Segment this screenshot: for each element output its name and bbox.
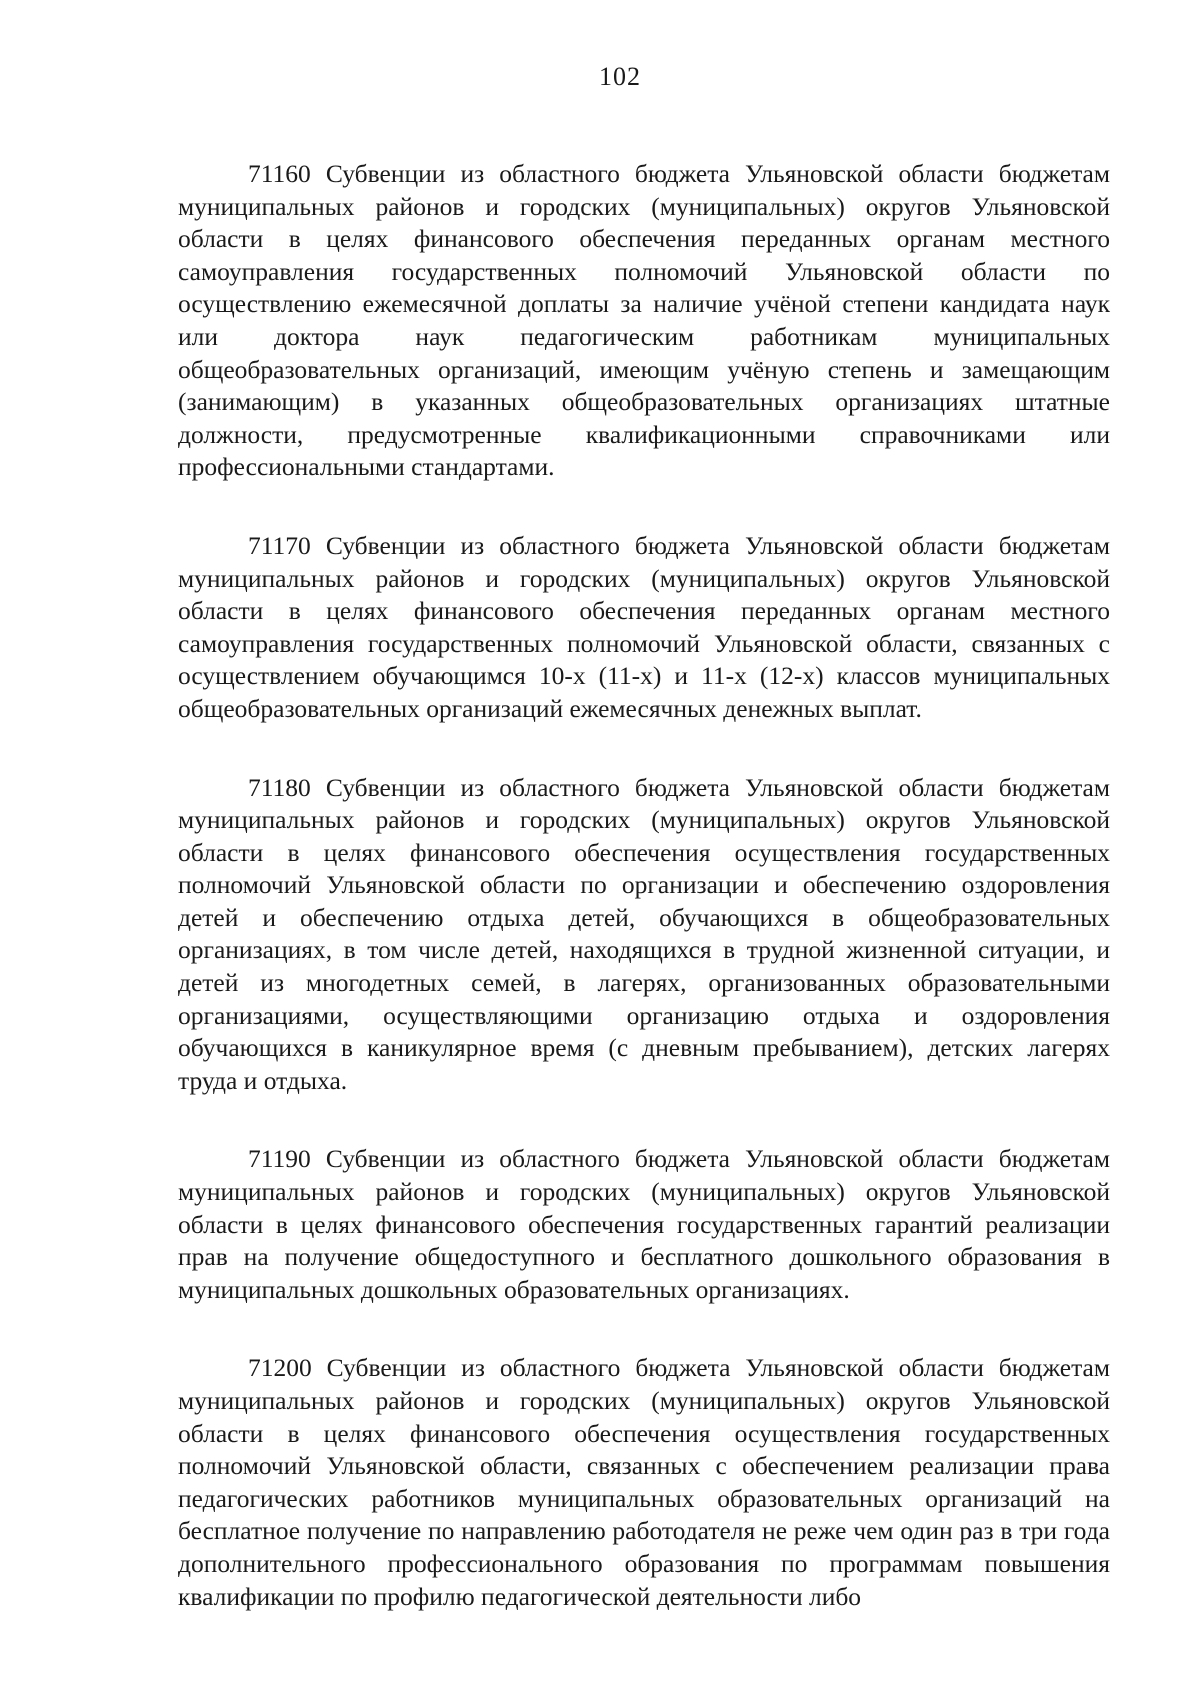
- paragraph-71190: 71190 Субвенции из областного бюджета Ульяновской области бюджетам муниципальных районов и городских (муниципальных) округов Ульяновской области в целях финансового обеспечения государственных гарантий реализации прав на получение общедоступного и бесплатного дошкольного образования в муниципальных дошкольных образовательных организациях.: [178, 1144, 1110, 1304]
- paragraph-71200: 71200 Субвенции из областного бюджета Ульяновской области бюджетам муниципальных районов и городских (муниципальных) округов Ульяновской области в целях финансового обеспечения осуществления государственных полномочий Ульяновской области, связанных с обеспечением реализации права педагогических работников муниципальных образовательных организаций на бесплатное получение по направлению работодателя не реже чем один раз в три года дополнительного профессионального образования по программам повышения квалификации по профилю педагогической деятельности либо: [178, 1353, 1110, 1611]
- document-body: [178, 158, 1110, 1613]
- paragraph-71180: 71180 Субвенции из областного бюджета Ульяновской области бюджетам муниципальных районов и городских (муниципальных) округов Ульяновской области в целях финансового обеспечения осуществления государственных полномочий Ульяновской области по организации и обеспечению оздоровления детей и обеспечению отдыха детей, обучающихся в общеобразовательных организациях, в том числе детей, находящихся в трудной жизненной ситуации, и детей из многодетных семей, в лагерях, организованных образовательными организациями, осуществляющими организацию отдыха и оздоровления обучающихся в каникулярное время (с дневным пребыванием), детских лагерях труда и отдыха.: [178, 772, 1110, 1095]
- paragraph-71170: 71170 Субвенции из областного бюджета Ульяновской области бюджетам муниципальных районов и городских (муниципальных) округов Ульяновской области в целях финансового обеспечения переданных органам местного самоуправления государственных полномочий Ульяновской области, связанных с осуществлением обучающимся 10-х (11-х) и 11-х (12-х) классов муниципальных общеобразовательных организаций ежемесячных денежных выплат.: [178, 530, 1110, 723]
- paragraph-71160: 71160 Субвенции из областного бюджета Ульяновской области бюджетам муниципальных районов и городских (муниципальных) округов Ульяновской области в целях финансового обеспечения переданных органам местного самоуправления государственных полномочий Ульяновской области по осуществлению ежемесячной доплаты за наличие учёной степени кандидата наук или доктора наук педагогическим работникам муниципальных общеобразовательных организаций, имеющим учёную степень и замещающим (занимающим) в указанных общеобразовательных организациях штатные должности, предусмотренные квалификационными справочниками или профессиональными стандартами.: [178, 159, 1110, 482]
- page-number: 102: [599, 62, 641, 91]
